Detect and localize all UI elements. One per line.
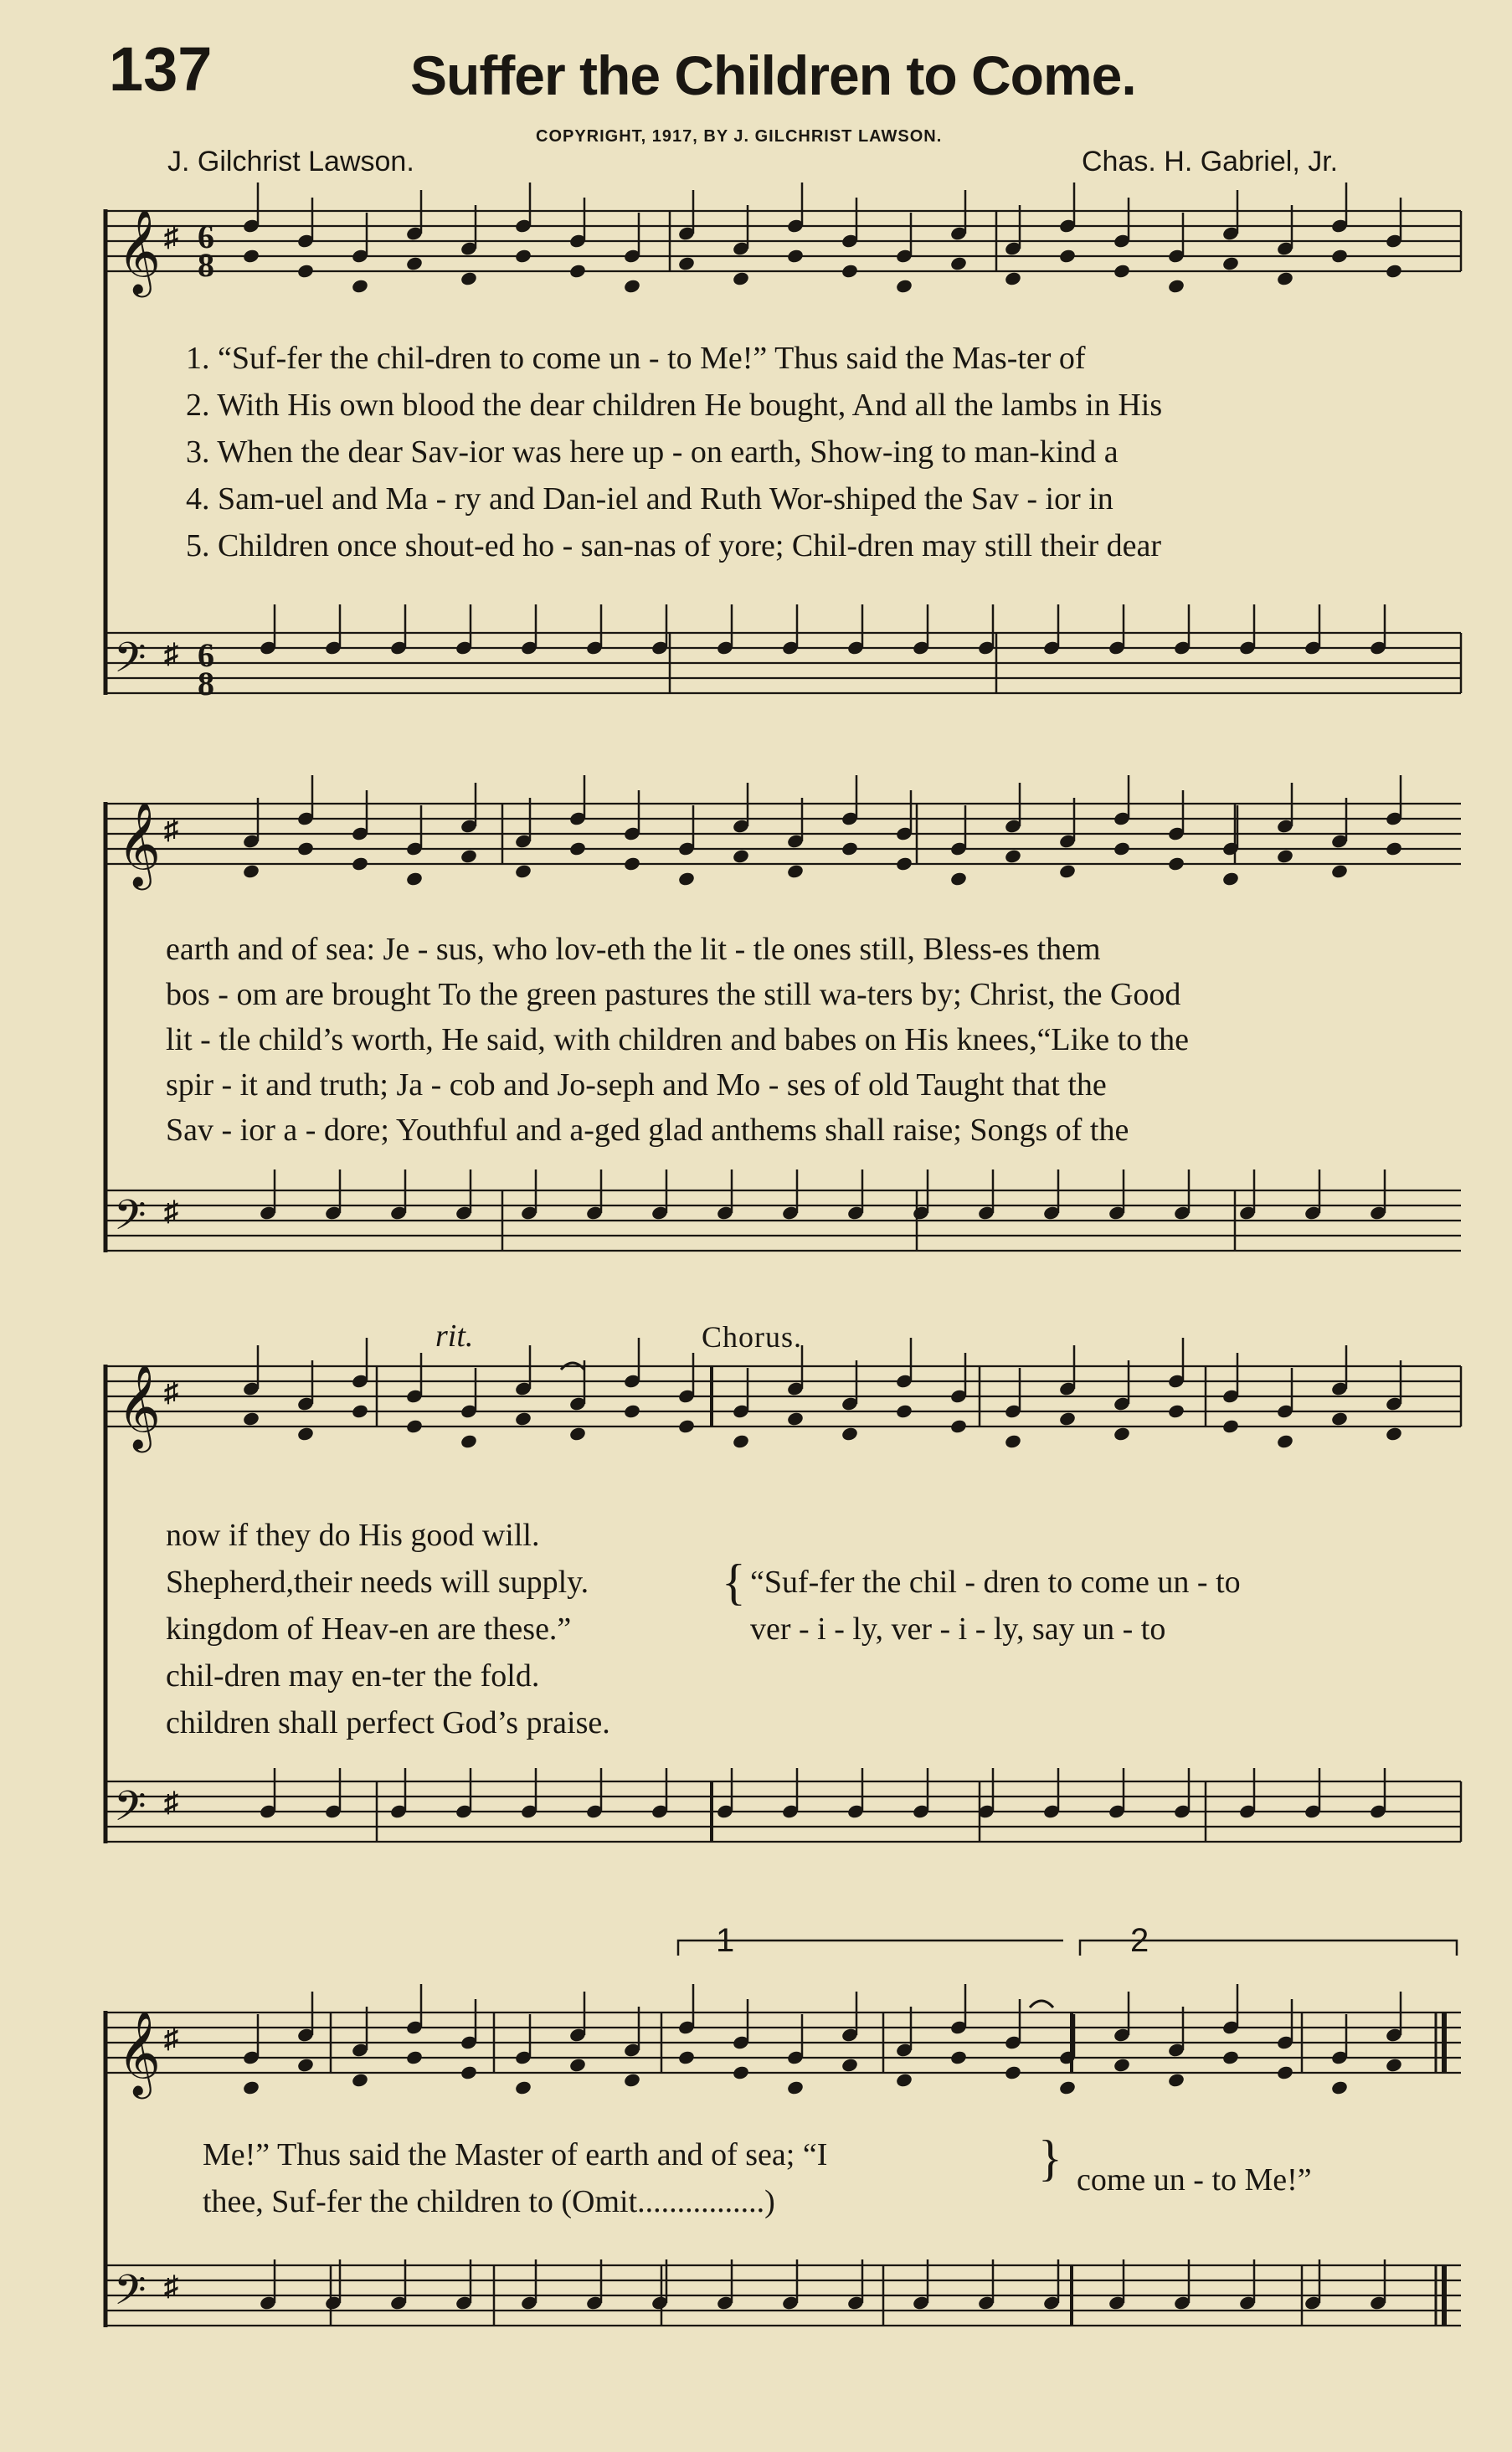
note-head (460, 270, 478, 286)
verse-4-line-1: 4. Sam-uel and Ma - ry and Dan-iel and Ruth Wor-shiped the Sav - ior in (186, 481, 1113, 517)
note-head (296, 263, 315, 279)
note-head (514, 248, 532, 264)
note-head (677, 2049, 696, 2065)
chorus-brace: { (722, 1555, 746, 1610)
note-head (1385, 2057, 1403, 2073)
time-sig-bottom: 8 (198, 246, 214, 284)
note-head (351, 2072, 369, 2088)
note-head (514, 2079, 532, 2095)
note-head (732, 2064, 750, 2080)
svg-text:♯: ♯ (164, 1787, 178, 1818)
treble-clef-icon: 𝄞 (117, 208, 162, 294)
svg-text:♯: ♯ (164, 222, 178, 253)
note-head (677, 1418, 696, 1434)
note-head (405, 255, 424, 271)
bass-clef-icon: 𝄢 (114, 1782, 147, 1841)
note-head (1330, 1411, 1349, 1426)
note-head (841, 1426, 859, 1442)
note-head (1167, 856, 1185, 871)
svg-text:♯: ♯ (164, 639, 178, 670)
note-head (949, 871, 968, 887)
note-head (1113, 263, 1131, 279)
note-head (296, 1426, 315, 1442)
svg-text:8: 8 (198, 665, 214, 702)
verse-3-line-2: lit - tle child’s worth, He said, with children and babes on His knees,“Like to the (166, 1022, 1190, 1057)
note-head (1221, 871, 1240, 887)
verse-3-line-1: 3. When the dear Sav-ior was here up - on earth, Show-ing to man-kind a (186, 434, 1119, 470)
lyricist-credit: J. Gilchrist Lawson. (167, 146, 414, 177)
note-head (460, 848, 478, 864)
note-head (1276, 848, 1294, 864)
note-head (1004, 848, 1022, 864)
note-head (1167, 278, 1185, 294)
verse-1-line-1: 1. “Suf-fer the chil-dren to come un - to Me!” Thus said the Mas-ter of (186, 341, 1086, 376)
verse-5-line-1: 5. Children once shout-ed ho - san-nas of yore; Chil-dren may still their dear (186, 528, 1162, 563)
note-head (623, 1403, 641, 1419)
note-head (296, 2057, 315, 2073)
ending-brace: } (1038, 2131, 1062, 2186)
svg-text:♯: ♯ (164, 1196, 178, 1227)
bass-clef-icon: 𝄢 (114, 1191, 147, 1250)
note-head (895, 278, 913, 294)
chorus-line-3: Me!” Thus said the Master of earth and of sea; “I (203, 2137, 828, 2172)
note-head (405, 871, 424, 887)
note-head (1004, 2064, 1022, 2080)
svg-text:♯: ♯ (164, 1377, 178, 1408)
verse-1-line-2: earth and of sea: Je - sus, who lov-eth the lit - tle ones still, Bless-es them (166, 932, 1101, 967)
rit-marking: rit. (435, 1319, 474, 1354)
verse-2-line-3: Shepherd,their needs will supply. (166, 1565, 589, 1600)
note-head (677, 871, 696, 887)
note-head (1385, 263, 1403, 279)
note-head (841, 840, 859, 856)
note-head (351, 856, 369, 871)
note-head (460, 1433, 478, 1449)
note-head (1058, 1411, 1077, 1426)
chorus-label: Chorus. (702, 1320, 803, 1354)
note-head (1221, 255, 1240, 271)
chorus-line-2: ver - i - ly, ver - i - ly, say un - to (750, 1612, 1166, 1647)
note-head (623, 278, 641, 294)
note-head (786, 248, 805, 264)
note-head (949, 2049, 968, 2065)
note-head (1167, 1403, 1185, 1419)
note-head (732, 1433, 750, 1449)
verse-5-line-3: children shall perfect God’s praise. (166, 1705, 610, 1740)
hymn-title: Suffer the Children to Come. (410, 44, 1136, 106)
note-head (568, 840, 587, 856)
chorus-line-4: thee, Suf-fer the children to (Omit................) (203, 2184, 775, 2219)
note-head (895, 1403, 913, 1419)
bass-clef-icon: 𝄢 (114, 2266, 147, 2325)
note-head (405, 2049, 424, 2065)
svg-text:♯: ♯ (164, 815, 178, 846)
system2-bass-staff (107, 1190, 1461, 1251)
note-head (568, 263, 587, 279)
note-head (514, 863, 532, 879)
system2-treble-staff (107, 804, 1461, 864)
note-head (786, 863, 805, 879)
verse-1-line-3: now if they do His good will. (166, 1518, 540, 1553)
note-head (841, 2057, 859, 2073)
note-head (1276, 270, 1294, 286)
system4-bass-staff (107, 2265, 1461, 2326)
chorus-line-1: “Suf-fer the chil - dren to come un - to (750, 1565, 1241, 1600)
note-head (1330, 863, 1349, 879)
ending-lyric: come un - to Me!” (1077, 2162, 1312, 2198)
note-head (677, 255, 696, 271)
note-head (351, 1403, 369, 1419)
verse-5-line-2: Sav - ior a - dore; Youthful and a-ged glad anthems shall raise; Songs of the (166, 1113, 1129, 1148)
time-sig-top: 6 (198, 218, 214, 255)
note-head (242, 2079, 260, 2095)
note-head (1058, 2079, 1077, 2095)
treble-clef-icon: 𝄞 (117, 800, 162, 887)
composer-credit: Chas. H. Gabriel, Jr. (1082, 146, 1339, 177)
note-head (1004, 1433, 1022, 1449)
note-head (732, 848, 750, 864)
note-head (1113, 1426, 1131, 1442)
treble-clef-icon: 𝄞 (117, 2009, 162, 2095)
copyright-notice: COPYRIGHT, 1917, BY J. GILCHRIST LAWSON. (536, 127, 943, 146)
note-head (242, 248, 260, 264)
ending-1-label: 1 (716, 1922, 735, 1959)
note-head (1058, 248, 1077, 264)
note-head (296, 840, 315, 856)
verse-4-line-3: chil-dren may en-ter the fold. (166, 1658, 540, 1694)
note-head (1330, 248, 1349, 264)
note-head (1385, 1426, 1403, 1442)
note-head (1385, 840, 1403, 856)
system1-bass-staff (107, 633, 1461, 693)
svg-text:♯: ♯ (164, 2271, 178, 2302)
note-head (242, 863, 260, 879)
system3-treble-staff (107, 1366, 1461, 1426)
hymn-number: 137 (109, 34, 213, 104)
note-head (949, 255, 968, 271)
note-head (949, 1418, 968, 1434)
note-head (405, 1418, 424, 1434)
note-head (1276, 1433, 1294, 1449)
note-head (242, 1411, 260, 1426)
treble-clef-icon: 𝄞 (117, 1363, 162, 1449)
note-head (1221, 2049, 1240, 2065)
note-head (1113, 2057, 1131, 2073)
note-head (1276, 2064, 1294, 2080)
note-head (841, 263, 859, 279)
note-head (568, 2057, 587, 2073)
ending-2-label: 2 (1130, 1922, 1149, 1959)
note-head (786, 1411, 805, 1426)
note-head (1058, 863, 1077, 879)
verse-4-line-2: spir - it and truth; Ja - cob and Jo-seph and Mo - ses of old Taught that the (166, 1067, 1107, 1103)
note-head (623, 856, 641, 871)
note-head (514, 1411, 532, 1426)
note-head (895, 856, 913, 871)
note-head (568, 1426, 587, 1442)
note-head (895, 2072, 913, 2088)
note-head (1113, 840, 1131, 856)
note-head (623, 2072, 641, 2088)
note-head (460, 2064, 478, 2080)
bass-clef-icon: 𝄢 (114, 634, 147, 692)
note-head (1167, 2072, 1185, 2088)
verse-2-line-2: bos - om are brought To the green pastures the still wa-ters by; Christ, the Good (166, 977, 1181, 1012)
note-head (732, 270, 750, 286)
note-head (1221, 1418, 1240, 1434)
svg-text:6: 6 (198, 636, 214, 674)
verse-2-line-1: 2. With His own blood the dear children He bought, And all the lambs in His (186, 388, 1163, 423)
note-head (786, 2079, 805, 2095)
note-head (1330, 2079, 1349, 2095)
note-head (1004, 270, 1022, 286)
verse-3-line-3: kingdom of Heav-en are these.” (166, 1612, 572, 1647)
note-head (351, 278, 369, 294)
svg-text:♯: ♯ (164, 2023, 178, 2054)
